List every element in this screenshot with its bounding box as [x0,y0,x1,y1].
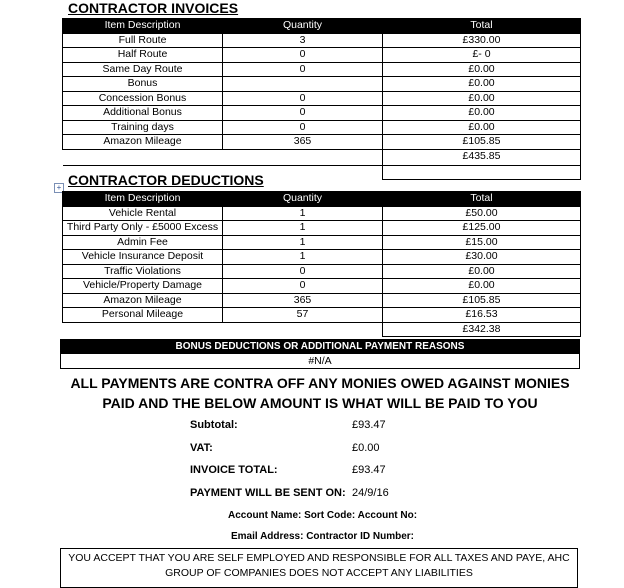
table-row [63,77,581,92]
item-total: £- 0 [383,48,581,63]
item-description: Training days [63,120,223,135]
item-total: £30.00 [383,250,581,265]
item-total: £0.00 [383,264,581,279]
item-quantity: 0 [223,279,383,294]
deductions-grand-total: £342.38 [383,322,581,337]
payment-date-value: 24/9/16 [352,487,389,499]
item-quantity: 1 [223,206,383,221]
deductions-title: CONTRACTOR DEDUCTIONS [68,172,264,188]
column-header-total: Total [383,19,581,34]
item-total: £0.00 [383,77,581,92]
table-row [63,221,581,236]
item-quantity: 0 [223,106,383,121]
item-quantity: 57 [223,308,383,323]
column-header-description: Item Description [63,19,223,34]
deductions-table [62,191,581,337]
item-quantity: 1 [223,221,383,236]
table-row [63,308,581,323]
item-quantity: 3 [223,33,383,48]
table-row [63,106,581,121]
item-description: Vehicle Insurance Deposit [63,250,223,265]
column-header-quantity: Quantity [223,19,383,34]
item-quantity: 0 [223,91,383,106]
deductions-header-row [63,192,581,207]
subtotal-label: Subtotal: [190,419,238,431]
vat-value: £0.00 [352,442,380,454]
empty-cell [63,322,223,337]
invoice-total-label: INVOICE TOTAL: [190,464,278,476]
item-description: Amazon Mileage [63,135,223,150]
expand-icon[interactable]: + [54,183,64,193]
vat-label: VAT: [190,442,213,454]
table-row [63,264,581,279]
item-description: Concession Bonus [63,91,223,106]
item-quantity: 365 [223,135,383,150]
item-total: £0.00 [383,279,581,294]
table-row [63,206,581,221]
item-quantity: 0 [223,120,383,135]
item-quantity: 1 [223,235,383,250]
invoices-title: CONTRACTOR INVOICES [68,0,239,16]
empty-cell [223,149,383,165]
table-row [63,62,581,77]
total-row [63,322,581,337]
item-description: Admin Fee [63,235,223,250]
item-quantity [223,77,383,92]
item-quantity: 0 [223,48,383,63]
item-total: £50.00 [383,206,581,221]
total-row [63,149,581,165]
invoice-total-value: £93.47 [352,464,386,476]
table-row [63,33,581,48]
empty-cell [223,322,383,337]
item-total: £125.00 [383,221,581,236]
table-row [63,235,581,250]
item-description: Personal Mileage [63,308,223,323]
item-total: £330.00 [383,33,581,48]
item-quantity: 0 [223,62,383,77]
table-row [63,250,581,265]
table-row [63,120,581,135]
item-description: Additional Bonus [63,106,223,121]
item-total: £105.85 [383,135,581,150]
account-details: Account Name: Sort Code: Account No: [228,510,418,521]
column-header-quantity: Quantity [223,192,383,207]
empty-cell [383,165,581,179]
item-total: £16.53 [383,308,581,323]
item-description: Amazon Mileage [63,293,223,308]
item-quantity: 1 [223,250,383,265]
table-row [63,135,581,150]
table-row [63,91,581,106]
item-total: £0.00 [383,62,581,77]
item-total: £0.00 [383,91,581,106]
item-total: £105.85 [383,293,581,308]
liability-disclaimer: YOU ACCEPT THAT YOU ARE SELF EMPLOYED AND RESPONSIBLE FOR ALL TAXES AND PAYE, AHC GROUP OF COMPANIES DOES NOT ACCEPT ANY LIABILITIES [60,548,578,588]
item-description: Vehicle Rental [63,206,223,221]
table-row [63,48,581,63]
item-description: Bonus [63,77,223,92]
item-description: Third Party Only - £5000 Excess [63,221,223,236]
bonus-value: #N/A [60,354,580,369]
table-row [63,279,581,294]
invoices-header-row [63,19,581,34]
table-row [63,293,581,308]
contact-details: Email Address: Contractor ID Number: [231,531,414,542]
subtotal-value: £93.47 [352,419,386,431]
payment-notice: ALL PAYMENTS ARE CONTRA OFF ANY MONIES OWED AGAINST MONIES PAID AND THE BELOW AMOUNT IS WHAT WILL BE PAID TO YOU [70,375,570,411]
item-description: Vehicle/Property Damage [63,279,223,294]
item-description: Traffic Violations [63,264,223,279]
item-description: Full Route [63,33,223,48]
item-description: Half Route [63,48,223,63]
item-total: £0.00 [383,106,581,121]
item-total: £15.00 [383,235,581,250]
item-total: £0.00 [383,120,581,135]
payment-date-label: PAYMENT WILL BE SENT ON: [190,487,346,499]
item-quantity: 365 [223,293,383,308]
bonus-heading: BONUS DEDUCTIONS OR ADDITIONAL PAYMENT REASONS [60,339,580,354]
empty-cell [63,149,223,165]
column-header-description: Item Description [63,192,223,207]
invoices-table [62,18,581,180]
column-header-total: Total [383,192,581,207]
invoices-grand-total: £435.85 [383,149,581,165]
item-description: Same Day Route [63,62,223,77]
item-quantity: 0 [223,264,383,279]
